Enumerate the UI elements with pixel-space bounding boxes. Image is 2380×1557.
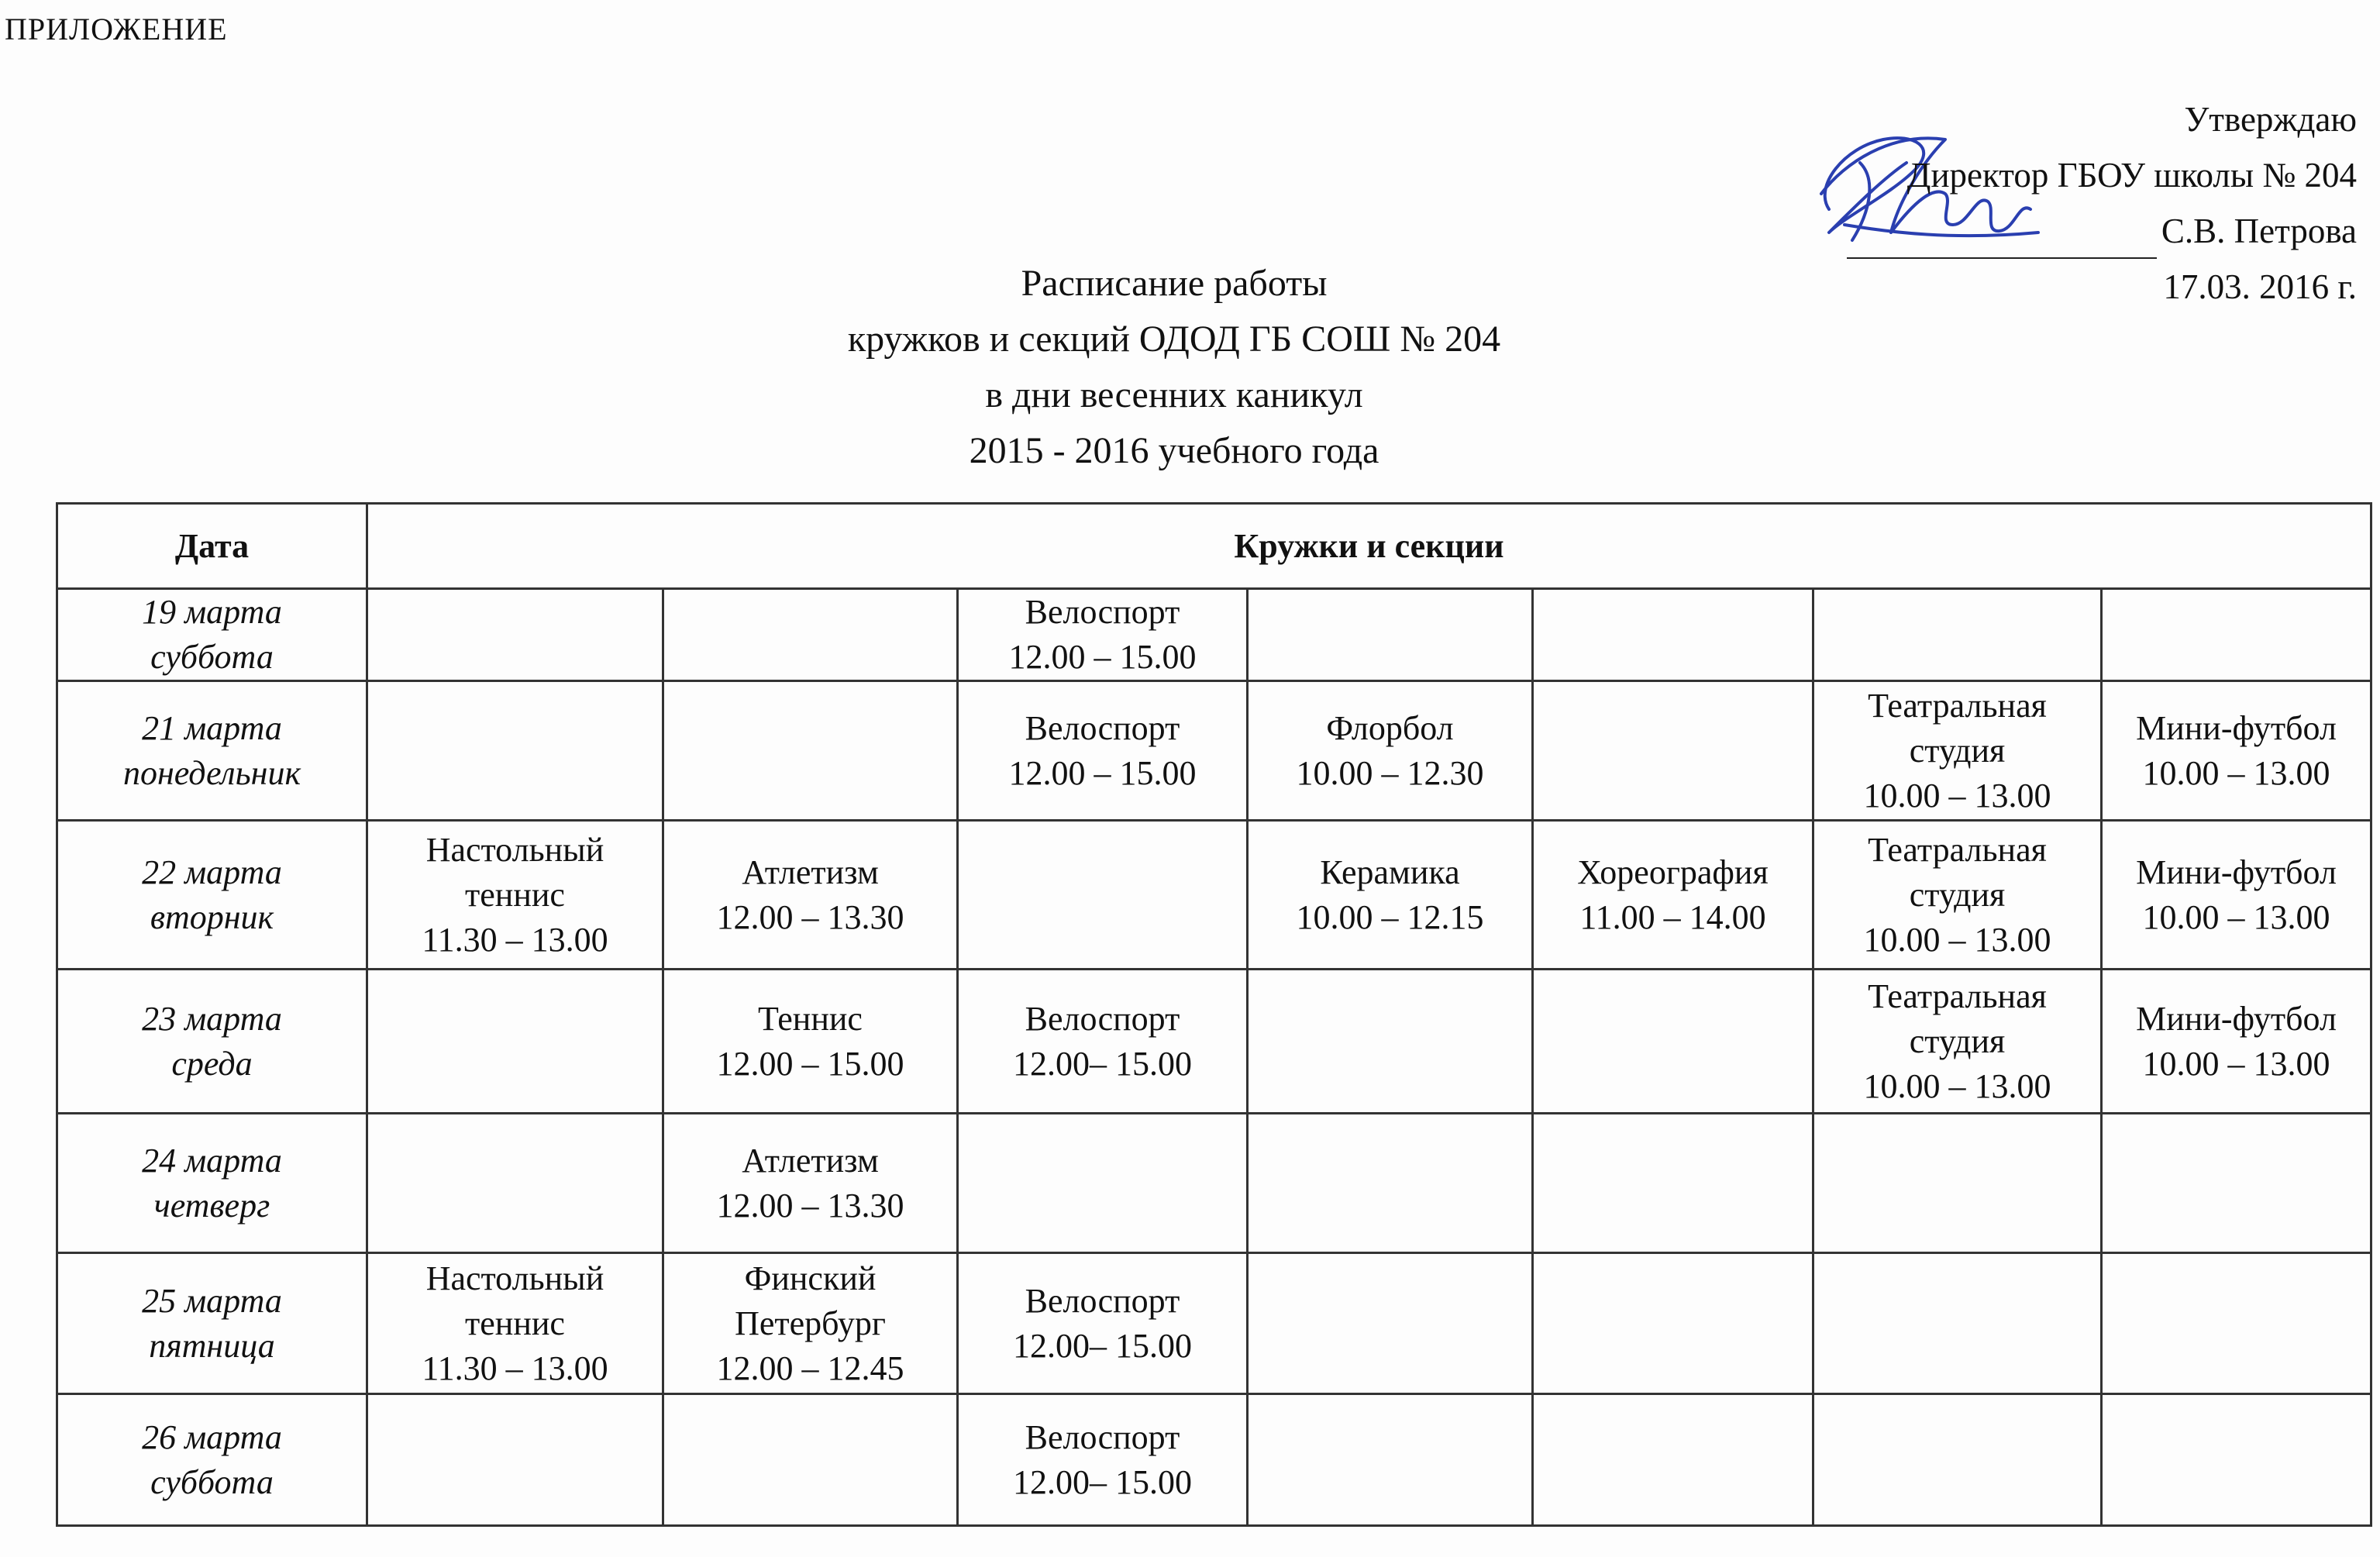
activity-text: 10.00 – 13.00 [2142, 753, 2330, 792]
schedule-row [57, 1253, 2371, 1394]
schedule-row [57, 681, 2371, 821]
empty-cell [1533, 1253, 1813, 1394]
activity-text: Велоспорт [1025, 1281, 1180, 1320]
activity-cell [1248, 681, 1533, 821]
empty-cell [1813, 1114, 2102, 1253]
activity-cell [1813, 970, 2102, 1114]
activity-cell [958, 1253, 1248, 1394]
empty-cell [663, 1394, 958, 1526]
activity-text: 12.00– 15.00 [1013, 1044, 1192, 1083]
date-cell [57, 1253, 367, 1394]
activity-text: студия [1909, 1021, 2006, 1060]
activity-text: Театральная [1868, 977, 2047, 1015]
header-date: Дата [57, 504, 367, 589]
activity-text: 11.30 – 13.00 [422, 920, 608, 959]
approval-position: Директор ГБОУ школы № 204 [1906, 156, 2357, 195]
date-cell [57, 1114, 367, 1253]
empty-cell [1248, 1394, 1533, 1526]
title-line-1: Расписание работы [1021, 263, 1328, 304]
activity-text: Петербург [735, 1304, 886, 1342]
weekday-label: понедельник [122, 753, 301, 792]
appendix-label: ПРИЛОЖЕНИЕ [5, 12, 228, 47]
empty-cell [1248, 1114, 1533, 1253]
activity-text: Велоспорт [1025, 708, 1180, 747]
activity-cell [958, 589, 1248, 681]
activity-text: теннис [465, 875, 565, 914]
activity-cell [663, 970, 958, 1114]
activity-cell [1813, 821, 2102, 970]
activity-text: Теннис [758, 999, 863, 1038]
activity-cell [2102, 681, 2371, 821]
weekday-label: вторник [150, 897, 274, 936]
activity-text: Атлетизм [742, 1141, 879, 1180]
activity-text: Настольный [425, 1259, 604, 1297]
empty-cell [367, 970, 663, 1114]
activity-text: 11.30 – 13.00 [422, 1349, 608, 1387]
empty-cell [2102, 1253, 2371, 1394]
document-title [697, 256, 1651, 479]
weekday-label: среда [171, 1044, 253, 1083]
activity-cell [367, 821, 663, 970]
activity-text: Настольный [425, 830, 604, 869]
empty-cell [663, 681, 958, 821]
activity-text: 12.00 – 13.30 [716, 1186, 904, 1225]
activity-text: 12.00 – 15.00 [1008, 638, 1197, 676]
empty-cell [1813, 1394, 2102, 1526]
empty-cell [1533, 589, 1813, 681]
empty-cell [1248, 970, 1533, 1114]
activity-text: 10.00 – 13.00 [1863, 1066, 2051, 1105]
activity-text: студия [1909, 875, 2006, 914]
activity-cell [958, 681, 1248, 821]
date-cell [57, 1394, 367, 1526]
date-label: 23 марта [142, 999, 282, 1038]
activity-text: Театральная [1868, 830, 2047, 869]
empty-cell [2102, 1114, 2371, 1253]
activity-cell [1813, 681, 2102, 821]
title-line-3: в дни весенних каникул [985, 374, 1363, 415]
date-cell [57, 821, 367, 970]
empty-cell [1813, 1253, 2102, 1394]
activity-text: Керамика [1320, 853, 1460, 891]
activity-cell [2102, 970, 2371, 1114]
approval-block [1799, 91, 2357, 315]
approval-signature-line [1799, 203, 2357, 259]
activity-text: Флорбол [1326, 708, 1454, 747]
activity-text: студия [1909, 731, 2006, 770]
activity-cell [2102, 821, 2371, 970]
activity-text: 12.00 – 15.00 [716, 1044, 904, 1083]
activity-cell [663, 1253, 958, 1394]
schedule-row [57, 1394, 2371, 1526]
date-label: 24 марта [142, 1141, 282, 1180]
date-cell [57, 970, 367, 1114]
activity-text: Театральная [1868, 686, 2047, 725]
schedule-table [56, 502, 2372, 1527]
empty-cell [367, 589, 663, 681]
date-label: 25 марта [142, 1281, 282, 1320]
activity-text: Мини-футбол [2136, 708, 2337, 747]
activity-cell [663, 1114, 958, 1253]
activity-text: 10.00 – 12.30 [1296, 753, 1484, 792]
activity-text: Велоспорт [1025, 999, 1180, 1038]
weekday-label: суббота [150, 638, 274, 676]
activity-cell [1248, 821, 1533, 970]
date-cell [57, 681, 367, 821]
empty-cell [2102, 589, 2371, 681]
title-line-2: кружков и секций ОДОД ГБ СОШ № 204 [847, 319, 1501, 360]
activity-text: 12.00 – 13.30 [716, 897, 904, 936]
empty-cell [958, 1114, 1248, 1253]
director-name: С.В. Петрова [2161, 212, 2357, 250]
approval-heading: Утверждаю [2184, 100, 2357, 139]
empty-cell [367, 1114, 663, 1253]
activity-cell [1533, 821, 1813, 970]
empty-cell [663, 589, 958, 681]
empty-cell [1248, 589, 1533, 681]
activity-text: 10.00 – 13.00 [2142, 1044, 2330, 1083]
empty-cell [1533, 681, 1813, 821]
activity-text: 12.00– 15.00 [1013, 1326, 1192, 1365]
empty-cell [1813, 589, 2102, 681]
date-label: 19 марта [142, 593, 282, 631]
activity-text: Мини-футбол [2136, 853, 2337, 891]
activity-text: Хореография [1577, 853, 1769, 891]
activity-cell [663, 821, 958, 970]
title-line-4: 2015 - 2016 учебного года [969, 430, 1379, 471]
activity-text: 10.00 – 13.00 [2142, 897, 2330, 936]
weekday-label: суббота [150, 1462, 274, 1501]
empty-cell [1533, 1394, 1813, 1526]
activity-cell [958, 970, 1248, 1114]
weekday-label: пятница [149, 1326, 275, 1365]
activity-text: 11.00 – 14.00 [1579, 897, 1766, 936]
date-label: 22 марта [142, 853, 282, 891]
schedule-row [57, 589, 2371, 681]
activity-text: 12.00– 15.00 [1013, 1462, 1192, 1501]
activity-text: 10.00 – 13.00 [1863, 920, 2051, 959]
activity-text: Финский [744, 1259, 877, 1297]
empty-cell [367, 681, 663, 821]
weekday-label: четверг [153, 1186, 270, 1225]
header-groups: Кружки и секции [367, 504, 2371, 589]
date-cell [57, 589, 367, 681]
approval-date: 17.03. 2016 г. [2163, 267, 2357, 306]
date-label: 26 марта [142, 1417, 282, 1456]
header-row [57, 504, 2371, 589]
signature-underline [1847, 222, 2157, 259]
activity-text: 12.00 – 15.00 [1008, 753, 1197, 792]
activity-text: 12.00 – 12.45 [716, 1349, 904, 1387]
schedule-row [57, 821, 2371, 970]
schedule-row [57, 970, 2371, 1114]
activity-text: 10.00 – 12.15 [1296, 897, 1484, 936]
activity-text: Мини-футбол [2136, 999, 2337, 1038]
date-label: 21 марта [142, 708, 282, 747]
activity-cell [958, 1394, 1248, 1526]
empty-cell [1248, 1253, 1533, 1394]
empty-cell [367, 1394, 663, 1526]
activity-text: Атлетизм [742, 853, 879, 891]
empty-cell [2102, 1394, 2371, 1526]
activity-text: 10.00 – 13.00 [1863, 776, 2051, 815]
schedule-row [57, 1114, 2371, 1253]
empty-cell [958, 821, 1248, 970]
empty-cell [1533, 970, 1813, 1114]
activity-text: теннис [465, 1304, 565, 1342]
activity-text: Велоспорт [1025, 593, 1180, 631]
activity-cell [367, 1253, 663, 1394]
empty-cell [1533, 1114, 1813, 1253]
activity-text: Велоспорт [1025, 1417, 1180, 1456]
